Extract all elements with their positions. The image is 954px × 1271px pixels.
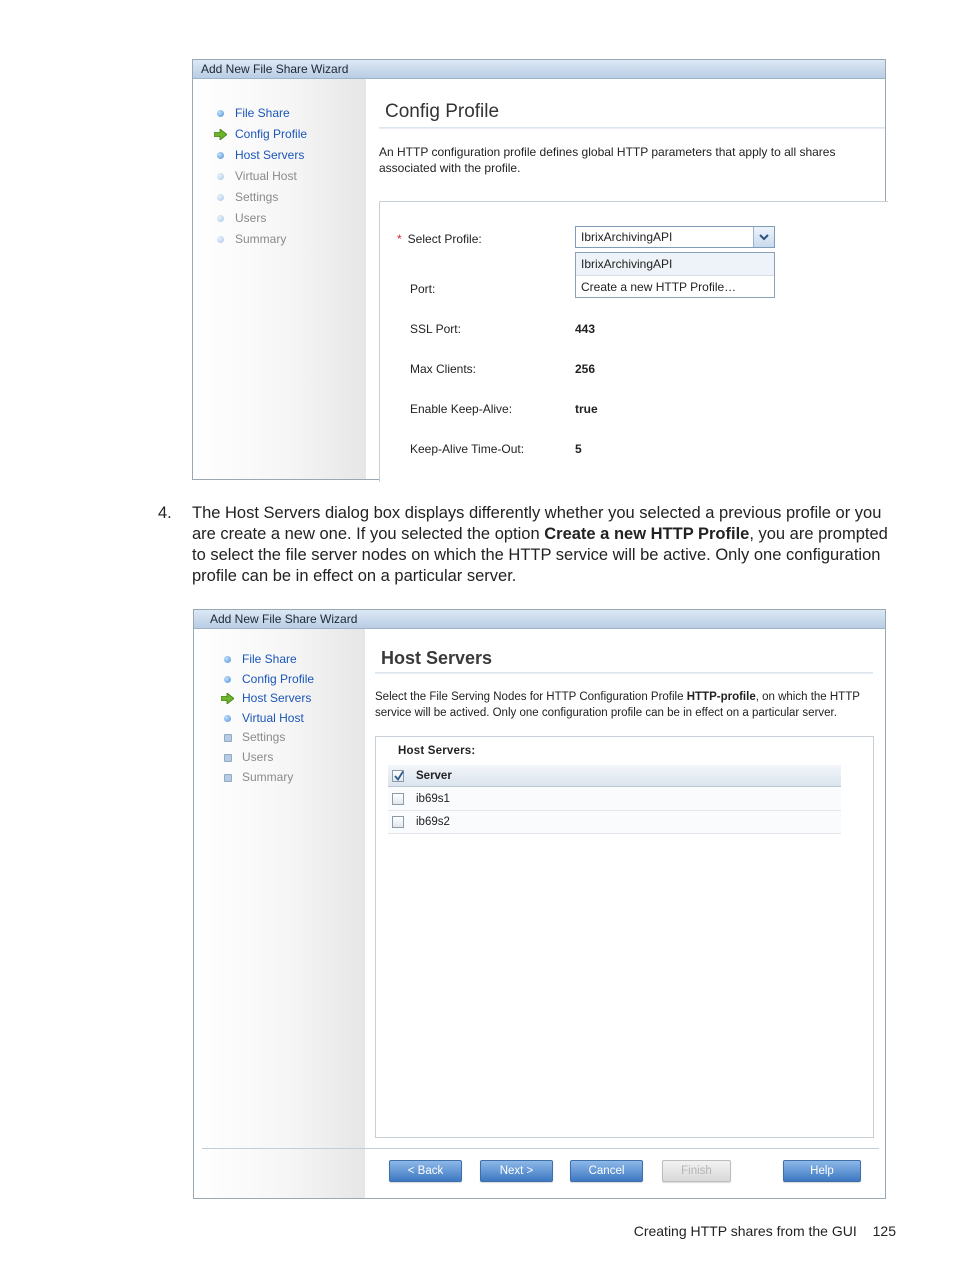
step-bullet-icon: [217, 110, 224, 117]
step-users: Users: [220, 748, 314, 768]
checkmark-icon: [393, 770, 405, 782]
page-number: 125: [872, 1223, 896, 1239]
current-step-arrow-icon: [221, 693, 234, 704]
host-servers-table-title: Host Servers:: [398, 745, 476, 757]
server-checkbox[interactable]: [392, 816, 404, 828]
step-bullet-icon: [217, 152, 224, 159]
config-profile-wizard: [192, 59, 886, 480]
option-ibrix-archiving-api[interactable]: IbrixArchivingAPI: [576, 253, 774, 276]
required-marker: *: [397, 232, 402, 246]
port-label: Port:: [410, 282, 436, 296]
step-bullet-icon: [217, 194, 224, 201]
page-title: Config Profile: [385, 101, 500, 122]
profile-options-list: [575, 252, 775, 298]
keep-alive-label: Enable Keep-Alive:: [410, 402, 513, 416]
wizard-title-bar: Add New File Share Wizard: [194, 610, 885, 629]
heading-divider: [375, 672, 873, 674]
step-config-profile[interactable]: Config Profile: [220, 670, 314, 690]
step-host-servers[interactable]: Host Servers: [213, 145, 307, 166]
button-bar-divider: [202, 1148, 879, 1149]
table-row[interactable]: [388, 788, 841, 811]
step-bullet-icon: [224, 774, 232, 782]
wizard-steps: [220, 650, 314, 787]
step-bullet-icon: [224, 734, 232, 742]
server-column-header: Server: [416, 770, 452, 782]
keep-alive-timeout-label: Keep-Alive Time-Out:: [410, 442, 525, 456]
max-clients-value: 256: [575, 362, 596, 376]
step-settings: Settings: [213, 187, 307, 208]
cancel-button[interactable]: Cancel: [570, 1160, 643, 1182]
step-bullet-icon: [224, 715, 231, 722]
step-virtual-host[interactable]: Virtual Host: [220, 709, 314, 729]
current-step-arrow-icon: [214, 129, 227, 140]
step-summary: Summary: [220, 768, 314, 788]
next-button[interactable]: Next >: [480, 1160, 553, 1182]
help-button[interactable]: Help: [783, 1160, 861, 1182]
page-title: Host Servers: [381, 648, 493, 668]
list-number: 4.: [158, 504, 172, 522]
option-name: Create a new HTTP Profile: [544, 525, 750, 543]
heading-divider: [379, 127, 885, 129]
server-checkbox[interactable]: [392, 793, 404, 805]
step-bullet-icon: [224, 656, 231, 663]
host-servers-description: Select the File Serving Nodes for HTTP Configuration Profile HTTP-profile, on which the HTTP service will be actived. Only one configuration profile can be in effect on a particular server.: [375, 691, 860, 719]
step-settings: Settings: [220, 728, 314, 748]
server-table-header: [388, 765, 841, 787]
step-bullet-icon: [217, 215, 224, 222]
keep-alive-timeout-value: 5: [575, 442, 582, 456]
step-summary: Summary: [213, 229, 307, 250]
step-bullet-icon: [217, 173, 224, 180]
step-file-share[interactable]: File Share: [213, 103, 307, 124]
step-bullet-icon: [224, 676, 231, 683]
max-clients-label: Max Clients:: [410, 362, 477, 376]
footer-section-title: Creating HTTP shares from the GUI: [633, 1223, 857, 1239]
host-servers-wizard: [193, 609, 886, 1199]
back-button[interactable]: < Back: [389, 1160, 462, 1182]
step-bullet-icon: [217, 236, 224, 243]
dropdown-toggle-button[interactable]: [753, 227, 774, 247]
ssl-port-value: 443: [575, 322, 596, 336]
table-row[interactable]: [388, 811, 841, 834]
profile-description: An HTTP configuration profile defines global HTTP parameters that apply to all shares associated with the profile.: [379, 145, 836, 175]
wizard-title-bar: Add New File Share Wizard: [193, 60, 885, 79]
step-bullet-icon: [224, 754, 232, 762]
step-config-profile[interactable]: Config Profile: [213, 124, 307, 145]
ssl-port-label: SSL Port:: [410, 322, 461, 336]
step-users: Users: [213, 208, 307, 229]
keep-alive-value: true: [575, 402, 598, 416]
chevron-down-icon: [754, 227, 774, 247]
select-profile-label: * Select Profile:: [397, 232, 482, 246]
finish-button: Finish: [662, 1160, 731, 1182]
step-virtual-host: Virtual Host: [213, 166, 307, 187]
step-file-share[interactable]: File Share: [220, 650, 314, 670]
option-create-new-http-profile[interactable]: Create a new HTTP Profile…: [581, 280, 737, 294]
paragraph-text: The Host Servers dialog box displays differently whether you selected a previous profile or you are create a new one. If you selected the option Create a new HTTP Profile, you are prompted to select the file server nodes on which the HTTP service will be active. Only one configuration profile can be in effect on a particular server.: [192, 504, 888, 585]
page-footer: [634, 1223, 896, 1239]
step-host-servers[interactable]: Host Servers: [220, 689, 314, 709]
select-profile-dropdown[interactable]: IbrixArchivingAPI: [575, 226, 775, 248]
wizard-steps: [213, 103, 307, 250]
server-name: ib69s1: [416, 793, 450, 805]
server-name: ib69s2: [416, 816, 450, 828]
select-all-checkbox[interactable]: [392, 770, 404, 782]
